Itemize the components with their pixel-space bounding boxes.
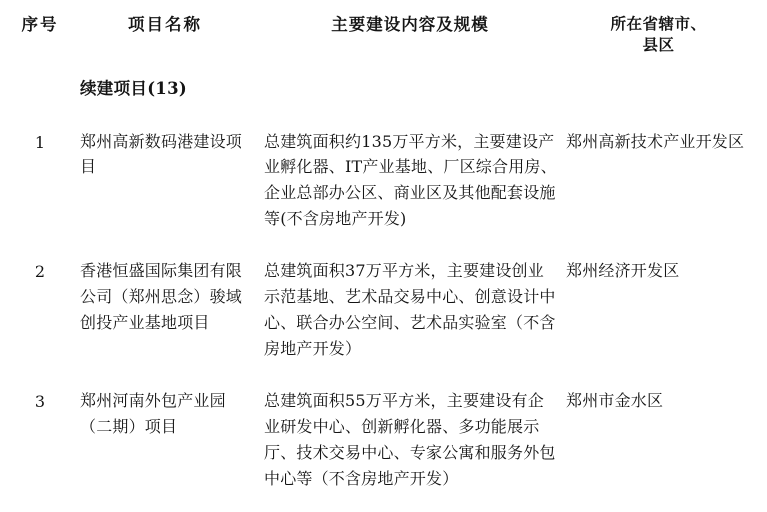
projects-table	[10, 14, 757, 491]
row-project-name: 郑州高新数码港建设项目	[80, 131, 243, 177]
row-seq: 1	[34, 132, 46, 152]
table-header	[10, 14, 757, 76]
row-spacer	[10, 232, 757, 258]
row-content: 总建筑面积约135万平方米，主要建设产业孵化器、IT产业基地、厂区综合用房、企业总部办公区、商业区及其他配套设施等(不含房地产开发)	[264, 131, 557, 229]
row-spacer	[10, 362, 757, 388]
table-row	[10, 388, 757, 492]
header-row	[10, 14, 757, 76]
row-project-name: 郑州河南外包产业园（二期）项目	[80, 390, 226, 436]
row-seq: 2	[34, 262, 46, 282]
column-header-region	[560, 14, 757, 76]
table-row	[10, 258, 757, 362]
column-header-content: 主要建设内容及规模	[331, 15, 489, 34]
row-region: 郑州市金水区	[566, 390, 664, 410]
section-title-row	[10, 76, 757, 103]
table-row	[10, 129, 757, 233]
row-content: 总建筑面积55万平方米，主要建设有企业研发中心、创新孵化器、多功能展示厅、技术交易中心、专家公寓和服务外包中心等（不含房地产开发）	[264, 390, 556, 488]
table-body	[10, 76, 757, 492]
column-header-region-line2: 县区	[642, 34, 675, 54]
column-header-project-name: 项目名称	[128, 15, 202, 34]
row-spacer	[10, 103, 757, 129]
row-project-name: 香港恒盛国际集团有限公司（郑州思念）骏域创投产业基地项目	[80, 261, 243, 332]
row-region: 郑州高新技术产业开发区	[566, 131, 745, 151]
row-seq: 3	[34, 391, 46, 411]
row-region: 郑州经济开发区	[566, 261, 680, 281]
column-header-region-line1: 所在省辖市、	[610, 14, 707, 33]
section-title-spacer	[10, 76, 70, 103]
column-header-seq: 序号	[21, 15, 59, 34]
row-content: 总建筑面积37万平方米，主要建设创业示范基地、艺术品交易中心、创意设计中心、联合办公空间、艺术品实验室（不含房地产开发）	[264, 261, 556, 358]
section-title: 续建项目(13)	[80, 78, 187, 98]
